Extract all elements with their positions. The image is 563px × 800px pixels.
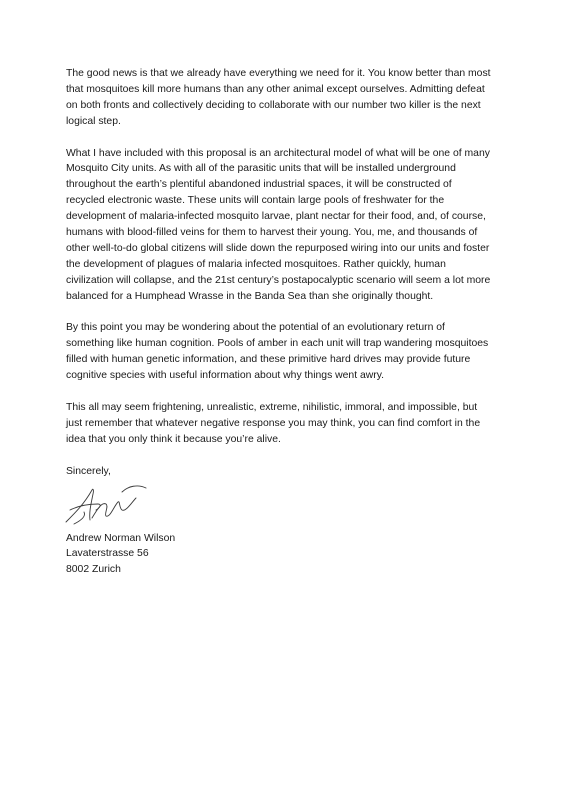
paragraph-4: This all may seem frightening, unrealistic, extreme, nihilistic, immoral, and impossible, but just remember that whatever negative response you may think, you can find comfort in the idea that you only think it because you’re alive. <box>66 401 481 445</box>
sender-city: 8002 Zurich <box>66 564 121 576</box>
paragraph-2: What I have included with this proposal is an architectural model of what will be one of many Mosquito City units. As with all of the parasitic units that will be installed underground throughout the earth’s plentiful abandoned industrial spaces, it will be constructed of recycled electronic waste. These units will contain large pools of freshwater for the development of malaria-infected mosquito larvae, plant nectar for their food, and, of course, humans with blood-filled veins for them to harvest their young. You, me, and thousands of other well-to-do global citizens will slide down the repurposed wiring into our units and foster the development of plagues of malaria infected mosquitoes. Rather quickly, human civilization will collapse, and the 21st century’s postapocalyptic scenario will seem a lot more balanced for a Humphead Wrasse in the Banda Sea than she originally thought. <box>66 147 491 302</box>
sender-name: Andrew Norman Wilson <box>66 532 176 544</box>
closing-salutation: Sincerely, <box>66 465 111 477</box>
handwritten-signature-icon <box>62 482 158 526</box>
paragraph-1: The good news is that we already have everything we need for it. You know better than most that mosquitoes kill more humans than any other animal except ourselves. Admitting defeat on both fronts and collectively deciding to collaborate with our number two killer is the next logical step. <box>66 68 491 127</box>
letter-body <box>66 66 506 578</box>
sender-street: Lavaterstrasse 56 <box>66 548 149 560</box>
paragraph-3: By this point you may be wondering about the potential of an evolutionary return of something like human cognition. Pools of amber in each unit will trap wandering mosquitoes filled with human genetic information, and these primitive hard drives may provide future cognitive species with useful information about why things went awry. <box>66 322 489 382</box>
